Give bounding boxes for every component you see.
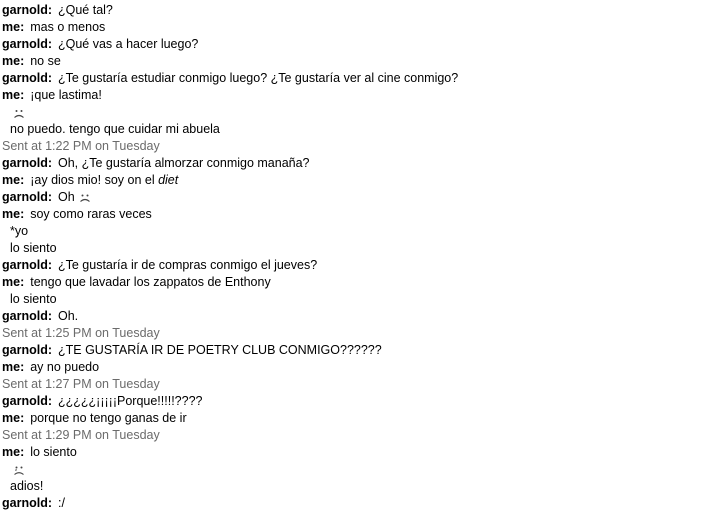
sender-name: garnold: xyxy=(2,394,52,408)
chat-message xyxy=(2,410,712,427)
chat-message xyxy=(2,2,712,19)
chat-message xyxy=(2,87,712,104)
sender-name: garnold: xyxy=(2,3,52,17)
message-text: ¿Te gustaría ir de compras conmigo el jueves? xyxy=(58,258,318,272)
message-text: ¿Te gustaría estudiar conmigo luego? ¿Te gustaría ver al cine conmigo? xyxy=(58,71,459,85)
sent-timestamp: Sent at 1:22 PM on Tuesday xyxy=(2,139,160,153)
sender-name: me: xyxy=(2,173,25,187)
sender-name: me: xyxy=(2,360,25,374)
message-text: ¿¿¿¿¿¡¡¡¡¡Porque!!!!!???? xyxy=(58,394,203,408)
sender-name: garnold: xyxy=(2,190,52,204)
message-text: ¡que lastima! xyxy=(30,88,102,102)
chat-message xyxy=(2,189,712,206)
sender-name: me: xyxy=(2,275,25,289)
sent-timestamp: Sent at 1:27 PM on Tuesday xyxy=(2,377,160,391)
sender-name: me: xyxy=(2,54,25,68)
chat-message xyxy=(2,19,712,36)
message-text: :/ xyxy=(58,496,65,510)
sad-face-icon xyxy=(12,107,26,119)
message-text: mas o menos xyxy=(30,20,106,34)
message-text: porque no tengo ganas de ir xyxy=(30,411,187,425)
message-text: adios! xyxy=(10,479,44,493)
chat-message xyxy=(2,308,712,325)
sender-name: me: xyxy=(2,20,25,34)
chat-message xyxy=(2,206,712,223)
message-text: ay no puedo xyxy=(30,360,100,374)
message-text: Oh, ¿Te gustaría almorzar conmigo manaña? xyxy=(58,156,310,170)
message-text: no se xyxy=(30,54,61,68)
chat-message xyxy=(2,359,712,376)
message-text: tengo que lavadar los zappatos de Enthony xyxy=(30,275,271,289)
chat-continuation xyxy=(2,291,712,308)
chat-continuation xyxy=(2,104,712,121)
chat-message xyxy=(2,53,712,70)
crying-face-icon xyxy=(12,464,26,476)
sender-name: me: xyxy=(2,207,25,221)
message-text: lo siento xyxy=(10,292,57,306)
chat-continuation xyxy=(2,461,712,478)
chat-continuation xyxy=(2,223,712,240)
sender-name: garnold: xyxy=(2,343,52,357)
italic-word: diet xyxy=(158,173,179,187)
chat-message xyxy=(2,342,712,359)
chat-message xyxy=(2,36,712,53)
sent-timestamp: Sent at 1:25 PM on Tuesday xyxy=(2,326,160,340)
chat-message xyxy=(2,495,712,512)
message-text: no puedo. tengo que cuidar mi abuela xyxy=(10,122,220,136)
chat-continuation xyxy=(2,478,712,495)
sender-name: garnold: xyxy=(2,37,52,51)
sender-name: me: xyxy=(2,445,25,459)
chat-continuation xyxy=(2,121,712,138)
message-text: ¿Qué tal? xyxy=(58,3,113,17)
sender-name: me: xyxy=(2,88,25,102)
chat-continuation xyxy=(2,240,712,257)
chat-message xyxy=(2,155,712,172)
sender-name: garnold: xyxy=(2,258,52,272)
chat-message xyxy=(2,393,712,410)
chat-message xyxy=(2,172,712,189)
message-text: *yo xyxy=(10,224,29,238)
message-text: soy como raras veces xyxy=(30,207,152,221)
message-text: Oh xyxy=(58,190,75,204)
sender-name: me: xyxy=(2,411,25,425)
chat-message xyxy=(2,257,712,274)
chat-message xyxy=(2,70,712,87)
sad-face-icon xyxy=(78,192,92,204)
sender-name: garnold: xyxy=(2,71,52,85)
chat-message xyxy=(2,274,712,291)
message-text: ¡ay dios mio! soy on el xyxy=(30,173,155,187)
message-text: ¿TE GUSTARÍA IR DE POETRY CLUB CONMIGO?????? xyxy=(58,343,382,357)
sender-name: garnold: xyxy=(2,496,52,510)
sender-name: garnold: xyxy=(2,309,52,323)
sent-timestamp: Sent at 1:29 PM on Tuesday xyxy=(2,428,160,442)
chat-message xyxy=(2,444,712,461)
message-text: Oh. xyxy=(58,309,79,323)
sender-name: garnold: xyxy=(2,156,52,170)
message-text: lo siento xyxy=(30,445,77,459)
message-text: ¿Qué vas a hacer luego? xyxy=(58,37,199,51)
message-text: lo siento xyxy=(10,241,57,255)
